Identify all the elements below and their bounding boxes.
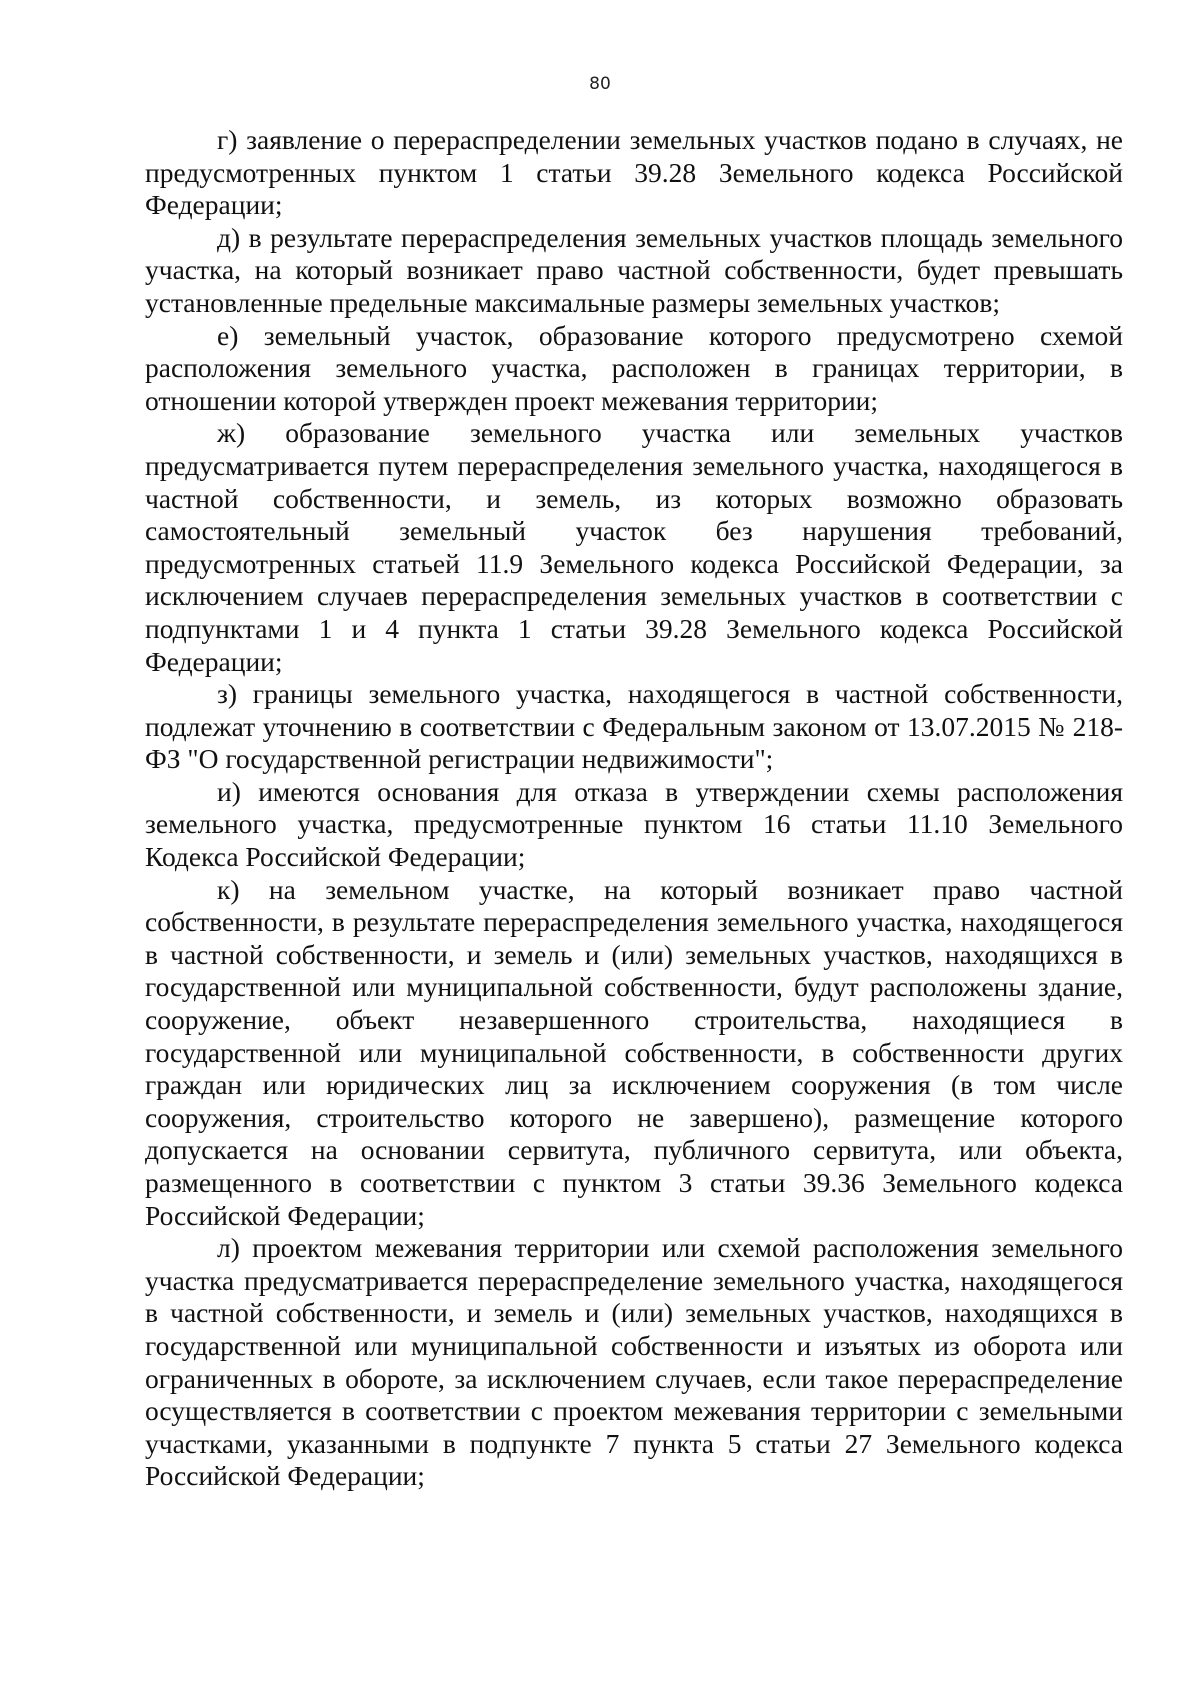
paragraph-g: г) заявление о перераспределении земельных участков подано в случаях, не предусмотренных пунктом 1 статьи 39.28 Земельного кодекса Российской Федерации; (145, 124, 1123, 221)
paragraph-z: з) границы земельного участка, находящегося в частной собственности, подлежат уточнению в соответствии с Федеральным законом от 13.07.2015 № 218-ФЗ "О государственной регистрации недвижимости"; (145, 678, 1123, 775)
paragraph-zh: ж) образование земельного участка или земельных участков предусматривается путем перераспределения земельного участка, находящегося в частной собственности, и земель, из которых возможно образовать самостоятельный земельный участок без нарушения требований, предусмотренных статьей 11.9 Земельного кодекса Российской Федерации, за исключением случаев перераспределения земельных участков в соответствии с подпунктами 1 и 4 пункта 1 статьи 39.28 Земельного кодекса Российской Федерации; (145, 417, 1123, 677)
paragraph-d: д) в результате перераспределения земельных участков площадь земельного участка, на который возникает право частной собственности, будет превышать установленные предельные максимальные размеры земельных участков; (145, 221, 1123, 318)
document-body (145, 124, 1123, 1493)
paragraph-i: и) имеются основания для отказа в утверждении схемы расположения земельного участка, предусмотренные пунктом 16 статьи 11.10 Земельного Кодекса Российской Федерации; (145, 775, 1123, 873)
paragraph-k: к) на земельном участке, на который возникает право частной собственности, в результате перераспределения земельного участка, находящегося в частной собственности, и земель и (или) земельных участков, находящихся в государственной или муниципальной собственности, будут расположены здание, сооружение, объект незавершенного строительства, находящиеся в государственной или муниципальной собственности, в собственности других граждан или юридических лиц за исключением сооружения (в том числе сооружения, строительство которого не завершено), размещение которого допускается на основании сервитута, публичного сервитута, или объекта, размещенного в соответствии с пунктом 3 статьи 39.36 Земельного кодекса Российской Федерации; (145, 873, 1123, 1231)
paragraph-l: л) проектом межевания территории или схемой расположения земельного участка предусматривается перераспределение земельного участка, находящегося в частной собственности, и земель и (или) земельных участков, находящихся в государственной или муниципальной собственности и изъятых из оборота или ограниченных в обороте, за исключением случаев, если такое перераспределение осуществляется в соответствии с проектом межевания территории с земельными участками, указанными в подпункте 7 пункта 5 статьи 27 Земельного кодекса Российской Федерации; (145, 1232, 1123, 1492)
paragraph-e: е) земельный участок, образование которого предусмотрено схемой расположения земельного участка, расположен в границах территории, в отношении которой утвержден проект межевания территории; (145, 319, 1123, 416)
page-number: 80 (589, 74, 611, 94)
